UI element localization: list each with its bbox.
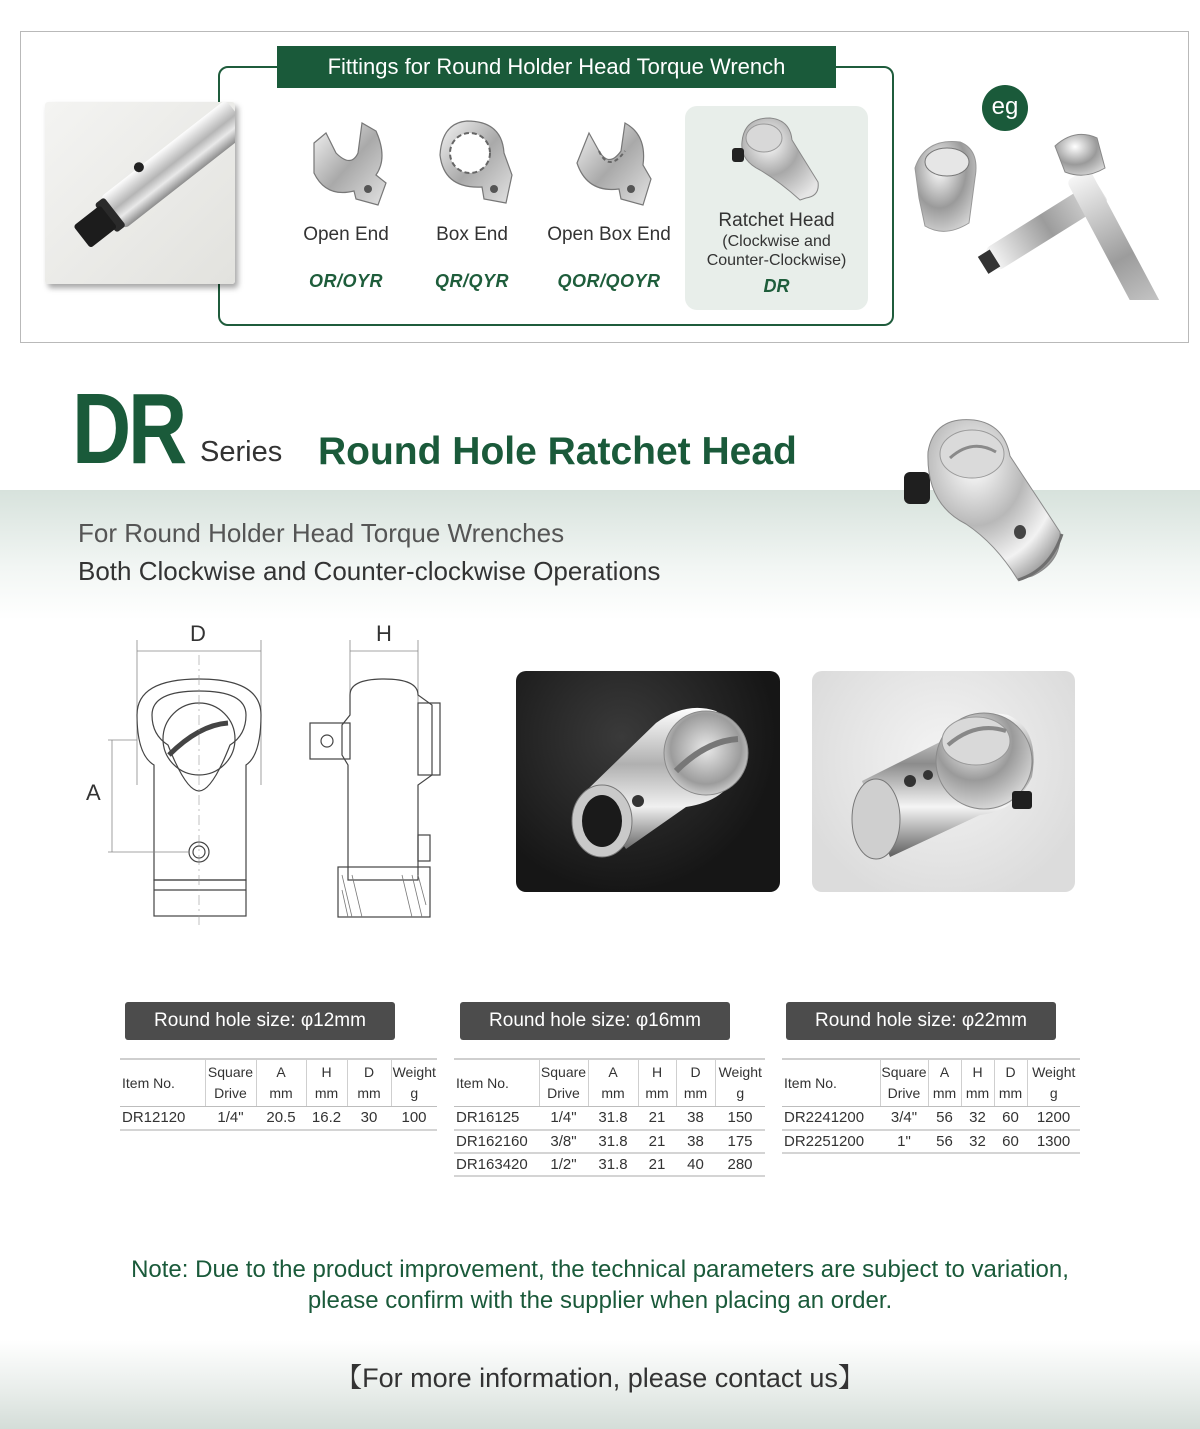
- table-row: [782, 1107, 1080, 1130]
- page-title: Round Hole Ratchet Head: [318, 430, 797, 473]
- cell-a: 31.8: [588, 1130, 638, 1153]
- dim-label-a: A: [86, 780, 101, 805]
- ratchet-head-code: DR: [763, 276, 790, 296]
- cell-h: 16.2: [306, 1107, 347, 1130]
- hole-size-tag-12: Round hole size: φ12mm: [125, 1002, 395, 1040]
- ratchet-head-label: Ratchet Head: [718, 210, 835, 231]
- cell-a: 56: [928, 1107, 961, 1130]
- dimension-drawing: [80, 615, 450, 935]
- cell-drive: 3/8": [539, 1130, 588, 1153]
- product-photo-dark: [516, 671, 780, 892]
- col-d: D mm: [994, 1059, 1027, 1107]
- cell-h: 32: [961, 1107, 994, 1130]
- hole-size-tag-16: Round hole size: φ16mm: [460, 1002, 730, 1040]
- dim-label-d: D: [190, 621, 206, 646]
- wrench-holder-photo: [45, 102, 235, 284]
- fitting-open-end: [278, 108, 414, 292]
- table-header-row: [120, 1059, 437, 1107]
- open-end-icon: [296, 113, 396, 213]
- cell-h: 21: [638, 1107, 676, 1130]
- col-d: D mm: [676, 1059, 715, 1107]
- cell-weight: 100: [391, 1107, 437, 1130]
- col-weight: Weight g: [1027, 1059, 1080, 1107]
- table-row: [454, 1153, 765, 1176]
- open-end-label: Open End: [303, 224, 389, 245]
- fitting-open-box-end: [541, 108, 677, 292]
- col-d: D mm: [347, 1059, 391, 1107]
- wrench-holder-image: [45, 102, 235, 284]
- col-item-no: Item No.: [454, 1059, 539, 1107]
- cell-h: 21: [638, 1153, 676, 1176]
- box-end-icon: [422, 113, 522, 213]
- product-photo-light: [812, 671, 1075, 892]
- col-h: H mm: [306, 1059, 347, 1107]
- table-header-row: [454, 1059, 765, 1107]
- disclaimer-note: [0, 1254, 1200, 1316]
- table-row: [120, 1107, 437, 1130]
- col-item-no: Item No.: [782, 1059, 880, 1107]
- col-weight: Weight g: [715, 1059, 765, 1107]
- dim-label-h: H: [376, 621, 392, 646]
- cell-d: 60: [994, 1130, 1027, 1153]
- box-end-code: QR/QYR: [434, 271, 509, 291]
- fittings-title: Fittings for Round Holder Head Torque Wrench: [277, 46, 836, 88]
- col-square-drive: Square Drive: [539, 1059, 588, 1107]
- cell-drive: 3/4": [880, 1107, 928, 1130]
- cell-d: 60: [994, 1107, 1027, 1130]
- ratchet-head-light-image: [812, 671, 1075, 892]
- open-box-end-label: Open Box End: [547, 224, 671, 245]
- note-line-2: please confirm with the supplier when placing an order.: [307, 1287, 893, 1314]
- box-end-label: Box End: [436, 224, 508, 245]
- cell-a: 31.8: [588, 1107, 638, 1130]
- spec-table-16: [454, 1058, 765, 1177]
- cell-drive: 1": [880, 1130, 928, 1153]
- cell-weight: 150: [715, 1107, 765, 1130]
- col-item-no: Item No.: [120, 1059, 205, 1107]
- cell-h: 32: [961, 1130, 994, 1153]
- col-a: A mm: [588, 1059, 638, 1107]
- cell-d: 38: [676, 1107, 715, 1130]
- cell-h: 21: [638, 1130, 676, 1153]
- fitting-box-end: [404, 108, 540, 292]
- table-row: [454, 1107, 765, 1130]
- fitting-ratchet-head: [685, 106, 868, 310]
- ratchet-head-hero-image: [900, 412, 1068, 584]
- cell-d: 38: [676, 1130, 715, 1153]
- table-row: [454, 1130, 765, 1153]
- hole-size-tag-22: Round hole size: φ22mm: [786, 1002, 1056, 1040]
- table-header-row: [782, 1059, 1080, 1107]
- cell-item: DR163420: [454, 1153, 539, 1176]
- col-square-drive: Square Drive: [205, 1059, 256, 1107]
- cell-a: 31.8: [588, 1153, 638, 1176]
- col-a: A mm: [256, 1059, 306, 1107]
- series-word: Series: [200, 436, 283, 468]
- ratchet-head-icon: [730, 112, 830, 208]
- ratchet-head-dark-image: [516, 671, 780, 892]
- open-box-end-code: QOR/QOYR: [557, 271, 661, 291]
- contact-prompt: 【For more information, please contact us】: [335, 1363, 865, 1393]
- col-h: H mm: [638, 1059, 676, 1107]
- ratchet-head-sub1: (Clockwise and: [722, 233, 831, 250]
- cell-a: 20.5: [256, 1107, 306, 1130]
- cell-item: DR2251200: [782, 1130, 880, 1153]
- cell-drive: 1/4": [205, 1107, 256, 1130]
- cell-drive: 1/2": [539, 1153, 588, 1176]
- col-square-drive: Square Drive: [880, 1059, 928, 1107]
- open-end-code: OR/OYR: [308, 271, 383, 291]
- series-code: DR: [72, 373, 184, 485]
- col-weight: Weight g: [391, 1059, 437, 1107]
- cell-item: DR16125: [454, 1107, 539, 1130]
- cell-weight: 280: [715, 1153, 765, 1176]
- cell-weight: 175: [715, 1130, 765, 1153]
- note-line-1: Note: Due to the product improvement, the technical parameters are subject to variation,: [131, 1256, 1069, 1283]
- spec-table-22: [782, 1058, 1080, 1154]
- cell-item: DR12120: [120, 1107, 205, 1130]
- subtitle-primary: For Round Holder Head Torque Wrenches: [78, 518, 565, 548]
- ratchet-head-sub2: Counter-Clockwise): [706, 252, 847, 269]
- cell-a: 56: [928, 1130, 961, 1153]
- subtitle-secondary: Both Clockwise and Counter-clockwise Operations: [78, 556, 661, 586]
- col-h: H mm: [961, 1059, 994, 1107]
- cell-weight: 1200: [1027, 1107, 1080, 1130]
- open-box-end-icon: [559, 113, 659, 213]
- cell-d: 40: [676, 1153, 715, 1176]
- spec-table-12: [120, 1058, 437, 1131]
- cell-item: DR162160: [454, 1130, 539, 1153]
- cell-drive: 1/4": [539, 1107, 588, 1130]
- table-row: [782, 1130, 1080, 1153]
- eg-badge: eg: [982, 85, 1028, 131]
- col-a: A mm: [928, 1059, 961, 1107]
- cell-weight: 1300: [1027, 1130, 1080, 1153]
- example-wrench-image: [905, 128, 1170, 300]
- cell-item: DR2241200: [782, 1107, 880, 1130]
- cell-d: 30: [347, 1107, 391, 1130]
